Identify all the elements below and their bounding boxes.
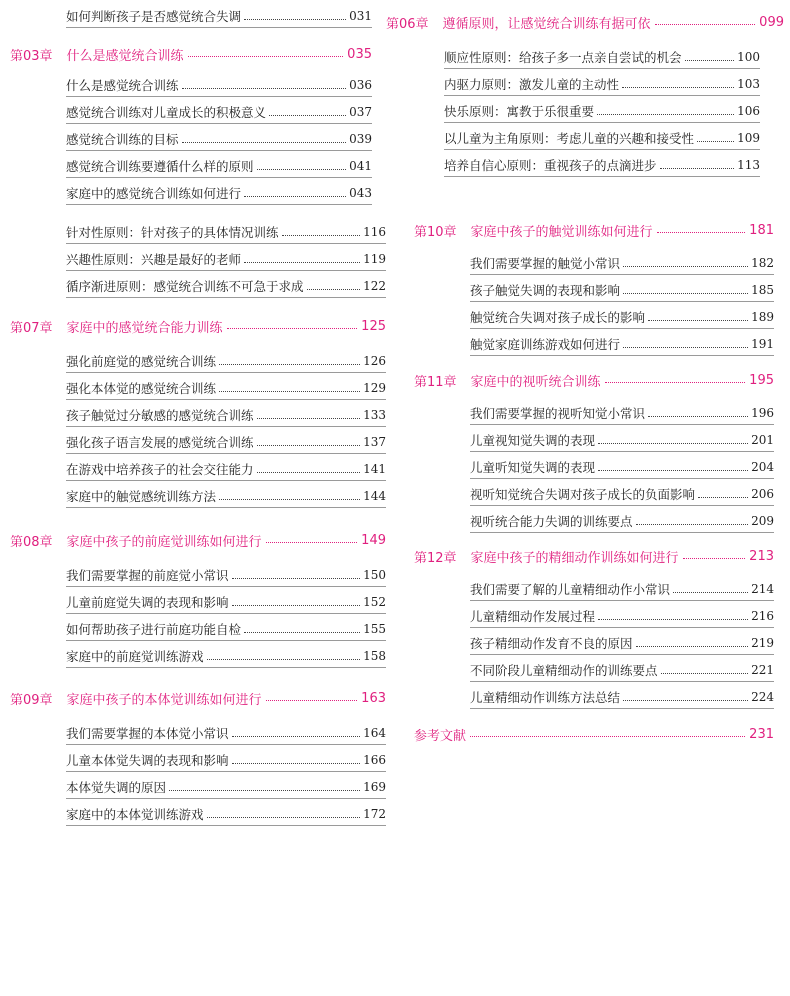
dot-leader — [605, 382, 746, 383]
toc-entry-page: 155 — [363, 622, 386, 636]
toc-entry[interactable] — [66, 618, 386, 641]
toc-entry-title: 儿童本体觉失调的表现和影响 — [66, 753, 229, 768]
toc-entry-title: 针对性原则：针对孩子的具体情况训练 — [66, 225, 279, 240]
dot-leader — [207, 659, 361, 660]
toc-entry-page: 182 — [751, 256, 774, 270]
toc-entry-title: 感觉统合训练要遵循什么样的原则 — [66, 159, 254, 174]
toc-entry-title: 以儿童为主角原则：考虑儿童的兴趣和接受性 — [444, 131, 695, 146]
dot-leader — [207, 817, 361, 818]
chapter-page: 035 — [347, 46, 372, 62]
dot-leader — [597, 114, 734, 115]
toc-entry-page: 119 — [363, 252, 386, 266]
dot-leader — [227, 328, 358, 329]
toc-entry-title: 培养自信心原则：重视孩子的点滴进步 — [444, 158, 657, 173]
toc-entry[interactable] — [66, 74, 372, 97]
toc-entry-page: 100 — [737, 50, 760, 64]
chapter-page: 163 — [361, 690, 386, 706]
toc-entry-page: 221 — [751, 663, 774, 677]
toc-entry[interactable] — [66, 155, 372, 178]
dot-leader — [169, 790, 360, 791]
toc-entry[interactable] — [470, 252, 774, 275]
toc-entry-title: 儿童视知觉失调的表现 — [470, 433, 596, 448]
toc-entry[interactable] — [66, 5, 372, 28]
references-heading[interactable] — [414, 724, 774, 744]
toc-entry-page: 191 — [751, 337, 774, 351]
toc-entry-title: 如何帮助孩子进行前庭功能自检 — [66, 622, 242, 637]
toc-entry[interactable] — [66, 431, 386, 454]
toc-entry-title: 强化本体觉的感觉统合训练 — [66, 381, 217, 396]
dot-leader — [623, 347, 748, 348]
dot-leader — [219, 499, 360, 500]
chapter-title: 家庭中的感觉统合能力训练 — [66, 320, 223, 336]
dot-leader — [636, 524, 749, 525]
toc-entry-title: 什么是感觉统合训练 — [66, 78, 179, 93]
toc-entry-page: 137 — [363, 435, 386, 449]
chapter-heading-07[interactable] — [10, 316, 386, 336]
dot-leader — [257, 418, 361, 419]
chapter-page: 125 — [361, 318, 386, 334]
toc-entry[interactable] — [470, 578, 774, 601]
dot-leader — [232, 736, 361, 737]
toc-entry[interactable] — [66, 404, 386, 427]
dot-leader — [657, 232, 746, 233]
chapter-heading-06[interactable] — [386, 12, 784, 32]
dot-leader — [598, 470, 748, 471]
toc-entry[interactable] — [66, 776, 386, 799]
dot-leader — [257, 169, 347, 170]
dot-leader — [623, 266, 748, 267]
dot-leader — [623, 700, 748, 701]
toc-entry-page: 031 — [349, 9, 372, 23]
toc-entry-title: 儿童精细动作训练方法总结 — [470, 690, 621, 705]
toc-entry[interactable] — [444, 73, 760, 96]
toc-entry-page: 039 — [349, 132, 372, 146]
toc-entry-page: 041 — [349, 159, 372, 173]
toc-entry[interactable] — [66, 564, 386, 587]
toc-entry-title: 家庭中的本体觉训练游戏 — [66, 807, 204, 822]
dot-leader — [257, 472, 361, 473]
toc-entry[interactable] — [444, 127, 760, 150]
dot-leader — [598, 619, 748, 620]
dot-leader — [188, 56, 344, 57]
dot-leader — [219, 364, 360, 365]
dot-leader — [685, 60, 735, 61]
dot-leader — [266, 700, 358, 701]
chapter-heading-08[interactable] — [10, 530, 386, 550]
dot-leader — [182, 142, 347, 143]
toc-entry-title: 孩子精细动作发育不良的原因 — [470, 636, 633, 651]
chapter-heading-10[interactable] — [414, 220, 774, 240]
toc-entry-title: 我们需要掌握的视听知觉小常识 — [470, 406, 646, 421]
dot-leader — [266, 542, 358, 543]
toc-entry-title: 快乐原则：寓教于乐很重要 — [444, 104, 595, 119]
chapter-title: 家庭中孩子的触觉训练如何进行 — [470, 224, 653, 240]
toc-entry-title: 家庭中的触觉感统训练方法 — [66, 489, 217, 504]
toc-entry[interactable] — [66, 275, 386, 298]
dot-leader — [307, 289, 361, 290]
toc-entry[interactable] — [66, 485, 386, 508]
toc-entry-title: 视听统合能力失调的训练要点 — [470, 514, 633, 529]
toc-entry-title: 本体觉失调的原因 — [66, 780, 167, 795]
chapter-heading-09[interactable] — [10, 688, 386, 708]
toc-entry-title: 兴趣性原则：兴趣是最好的老师 — [66, 252, 242, 267]
toc-entry[interactable] — [470, 659, 774, 682]
toc-entry-page: 224 — [751, 690, 774, 704]
toc-entry-title: 不同阶段儿童精细动作的训练要点 — [470, 663, 658, 678]
toc-entry-title: 强化前庭觉的感觉统合训练 — [66, 354, 217, 369]
toc-entry[interactable] — [470, 306, 774, 329]
dot-leader — [697, 141, 734, 142]
toc-entry-page: 113 — [737, 158, 760, 172]
toc-entry-page: 133 — [363, 408, 386, 422]
dot-leader — [182, 88, 347, 89]
dot-leader — [282, 235, 361, 236]
chapter-title: 家庭中的视听统合训练 — [470, 374, 601, 390]
dot-leader — [648, 320, 748, 321]
dot-leader — [636, 646, 749, 647]
toc-entry-title: 感觉统合训练对儿童成长的积极意义 — [66, 105, 267, 120]
toc-entry[interactable] — [470, 510, 774, 533]
toc-entry[interactable] — [470, 279, 774, 302]
dot-leader — [244, 19, 346, 20]
dot-leader — [660, 168, 735, 169]
toc-entry-page: 158 — [363, 649, 386, 663]
toc-entry-title: 内驱力原则：激发儿童的主动性 — [444, 77, 620, 92]
toc-entry-page: 129 — [363, 381, 386, 395]
chapter-heading-12[interactable] — [414, 546, 774, 566]
toc-entry-page: 166 — [363, 753, 386, 767]
toc-entry-page: 036 — [349, 78, 372, 92]
toc-entry[interactable] — [470, 483, 774, 506]
toc-entry-title: 家庭中的感觉统合训练如何进行 — [66, 186, 242, 201]
toc-entry[interactable] — [66, 645, 386, 668]
dot-leader — [244, 196, 346, 197]
dot-leader — [623, 293, 748, 294]
toc-entry-title: 顺应性原则：给孩子多一点亲自尝试的机会 — [444, 50, 682, 65]
dot-leader — [661, 673, 749, 674]
toc-entry-page: 116 — [363, 225, 386, 239]
toc-entry[interactable] — [66, 350, 386, 373]
toc-entry-page: 206 — [751, 487, 774, 501]
chapter-title: 遵循原则，让感觉统合训练有据可依 — [442, 16, 651, 32]
toc-entry[interactable] — [444, 100, 760, 123]
dot-leader — [698, 497, 748, 498]
dot-leader — [269, 115, 346, 116]
toc-entry-page: 109 — [737, 131, 760, 145]
toc-entry-page: 144 — [363, 489, 386, 503]
toc-entry-page: 169 — [363, 780, 386, 794]
chapter-title: 家庭中孩子的前庭觉训练如何进行 — [66, 534, 262, 550]
dot-leader — [598, 443, 748, 444]
toc-entry-title: 孩子触觉过分敏感的感觉统合训练 — [66, 408, 254, 423]
dot-leader — [655, 24, 756, 25]
toc-entry-title: 触觉统合失调对孩子成长的影响 — [470, 310, 646, 325]
toc-entry[interactable] — [444, 46, 760, 69]
toc-entry-page: 150 — [363, 568, 386, 582]
toc-entry[interactable] — [66, 749, 386, 772]
chapter-page: 213 — [749, 548, 774, 564]
toc-entry-page: 043 — [349, 186, 372, 200]
toc-entry-page: 164 — [363, 726, 386, 740]
references-title: 参考文献 — [414, 728, 467, 744]
toc-entry-page: 216 — [751, 609, 774, 623]
toc-entry[interactable] — [66, 591, 386, 614]
toc-entry-title: 家庭中的前庭觉训练游戏 — [66, 649, 204, 664]
toc-entry-page: 209 — [751, 514, 774, 528]
dot-leader — [257, 445, 361, 446]
toc-entry[interactable] — [66, 182, 372, 205]
chapter-heading-11[interactable] — [414, 370, 774, 390]
chapter-title: 家庭中孩子的本体觉训练如何进行 — [66, 692, 262, 708]
toc-entry-page: 141 — [363, 462, 386, 476]
toc-entry-title: 我们需要了解的儿童精细动作小常识 — [470, 582, 671, 597]
toc-entry[interactable] — [66, 458, 386, 481]
chapter-number: 第10章 — [414, 224, 457, 240]
toc-entry-title: 我们需要掌握的触觉小常识 — [470, 256, 621, 271]
toc-entry-title: 我们需要掌握的前庭觉小常识 — [66, 568, 229, 583]
dot-leader — [244, 262, 360, 263]
dot-leader — [232, 578, 361, 579]
toc-entry[interactable] — [66, 128, 372, 151]
toc-entry[interactable] — [66, 221, 386, 244]
chapter-number: 第06章 — [386, 16, 429, 32]
dot-leader — [470, 736, 745, 737]
toc-entry[interactable] — [66, 803, 386, 826]
toc-entry[interactable] — [470, 632, 774, 655]
toc-entry[interactable] — [66, 101, 372, 124]
toc-entry-page: 189 — [751, 310, 774, 324]
dot-leader — [622, 87, 734, 88]
toc-entry-title: 孩子触觉失调的表现和影响 — [470, 283, 621, 298]
toc-entry[interactable] — [66, 377, 386, 400]
chapter-number: 第11章 — [414, 374, 457, 390]
chapter-title: 家庭中孩子的精细动作训练如何进行 — [470, 550, 679, 566]
references-page: 231 — [749, 726, 774, 742]
dot-leader — [244, 632, 360, 633]
toc-entry-page: 152 — [363, 595, 386, 609]
toc-entry[interactable] — [470, 429, 774, 452]
toc-entry[interactable] — [444, 154, 760, 177]
toc-entry-page: 172 — [363, 807, 386, 821]
toc-entry-title: 儿童前庭觉失调的表现和影响 — [66, 595, 229, 610]
toc-entry-title: 强化孩子语言发展的感觉统合训练 — [66, 435, 254, 450]
dot-leader — [683, 558, 746, 559]
chapter-page: 181 — [749, 222, 774, 238]
chapter-number: 第08章 — [10, 534, 53, 550]
dot-leader — [648, 416, 748, 417]
dot-leader — [232, 763, 361, 764]
toc-entry[interactable] — [66, 248, 386, 271]
toc-entry-page: 106 — [737, 104, 760, 118]
toc-entry-page: 214 — [751, 582, 774, 596]
toc-entry-page: 122 — [363, 279, 386, 293]
toc-entry[interactable] — [470, 686, 774, 709]
toc-entry-title: 视听知觉统合失调对孩子成长的负面影响 — [470, 487, 696, 502]
toc-entry-title: 触觉家庭训练游戏如何进行 — [470, 337, 621, 352]
toc-entry-title: 儿童精细动作发展过程 — [470, 609, 596, 624]
dot-leader — [232, 605, 361, 606]
toc-entry-title: 如何判断孩子是否感觉统合失调 — [66, 9, 242, 24]
toc-entry-title: 感觉统合训练的目标 — [66, 132, 179, 147]
toc-entry-page: 204 — [751, 460, 774, 474]
chapter-number: 第07章 — [10, 320, 53, 336]
dot-leader — [673, 592, 748, 593]
toc-entry-title: 在游戏中培养孩子的社会交往能力 — [66, 462, 254, 477]
chapter-number: 第09章 — [10, 692, 53, 708]
chapter-number: 第12章 — [414, 550, 457, 566]
toc-entry-page: 103 — [737, 77, 760, 91]
chapter-number: 第03章 — [10, 48, 53, 64]
toc-entry-page: 185 — [751, 283, 774, 297]
toc-entry-page: 219 — [751, 636, 774, 650]
dot-leader — [219, 391, 360, 392]
toc-entry[interactable] — [66, 722, 386, 745]
toc-entry-page: 126 — [363, 354, 386, 368]
toc-entry-title: 儿童听知觉失调的表现 — [470, 460, 596, 475]
toc-entry-page: 201 — [751, 433, 774, 447]
chapter-page: 149 — [361, 532, 386, 548]
toc-entry[interactable] — [470, 402, 774, 425]
toc-entry-title: 循序渐进原则：感觉统合训练不可急于求成 — [66, 279, 304, 294]
toc-entry[interactable] — [470, 605, 774, 628]
chapter-title: 什么是感觉统合训练 — [66, 48, 184, 64]
toc-entry-title: 我们需要掌握的本体觉小常识 — [66, 726, 229, 741]
toc-entry-page: 196 — [751, 406, 774, 420]
chapter-page: 099 — [759, 14, 784, 30]
chapter-page: 195 — [749, 372, 774, 388]
toc-entry[interactable] — [470, 333, 774, 356]
toc-entry[interactable] — [470, 456, 774, 479]
chapter-heading-03[interactable] — [10, 44, 372, 64]
toc-entry-page: 037 — [349, 105, 372, 119]
